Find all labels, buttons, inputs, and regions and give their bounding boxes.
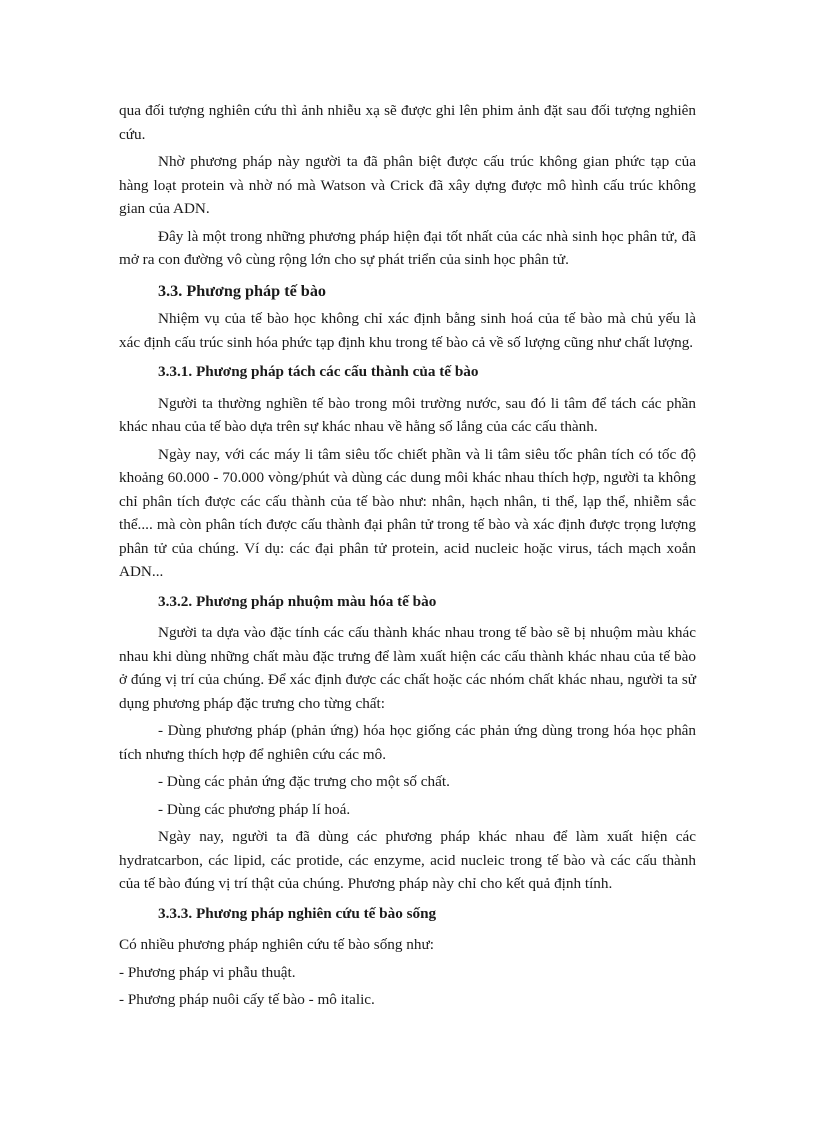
paragraph: Có nhiều phương pháp nghiên cứu tế bào sống như: <box>119 936 434 953</box>
subsection-heading-3-3-1: 3.3.1. Phương pháp tách các cấu thành của tế bào <box>158 363 479 380</box>
subsection-heading-3-3-2: 3.3.2. Phương pháp nhuộm màu hóa tế bào <box>158 592 437 610</box>
paragraph: Nhờ phương pháp này người ta đã phân biệt được cấu trúc không gian phức tạp của hàng loạt protein và nhờ nó mà Watson và Crick đã xây dựng được mô hình cấu trúc không gian của ADN. <box>119 153 696 217</box>
list-item: - Dùng các phương pháp lí hoá. <box>158 800 351 818</box>
paragraph: Nhiệm vụ của tế bào học không chỉ xác định bằng sinh hoá của tế bào mà chủ yếu là xác định cấu trúc sinh hóa phức tạp định khu trong tế bào cả về số lượng cũng như chất lượng. <box>119 310 696 351</box>
paragraph: Đây là một trong những phương pháp hiện đại tốt nhất của các nhà sinh học phân tử, đã mở ra con đường vô cùng rộng lớn cho sự phát triển của sinh học phân tử. <box>119 227 696 268</box>
paragraph: Người ta thường nghiền tế bào trong môi trường nước, sau đó li tâm để tách các phần khác nhau của tế bào dựa trên sự khác nhau về hằng số lắng của các cấu thành. <box>119 394 696 435</box>
list-item: - Dùng các phản ứng đặc trưng cho một số chất. <box>158 773 450 790</box>
section-heading-3-3: 3.3. Phương pháp tế bào <box>158 281 327 300</box>
list-item: - Dùng phương pháp (phản ứng) hóa học giống các phản ứng dùng trong hóa học phân tích nhưng thích hợp để nghiên cứu các mô. <box>119 722 696 763</box>
list-item: - Phương pháp vi phẫu thuật. <box>119 963 296 981</box>
paragraph: qua đối tượng nghiên cứu thì ảnh nhiễu xạ sẽ được ghi lên phim ảnh đặt sau đối tượng nghiên cứu. <box>119 102 696 143</box>
paragraph: Người ta dựa vào đặc tính các cấu thành khác nhau trong tế bào sẽ bị nhuộm màu khác nhau khi dùng những chất màu đặc trưng để làm xuất hiện các cấu thành khác nhau của tế bào ở đúng vị trí của chúng. Để xác định được các chất hoặc các nhóm chất khác nhau, người ta sử dụng phương pháp đặc trưng cho từng chất: <box>119 624 696 712</box>
paragraph: Ngày nay, người ta đã dùng các phương pháp khác nhau để làm xuất hiện các hydratcarbon, các lipid, các protide, các enzyme, acid nucleic trong tế bào và các cấu thành của tế bào đúng vị trí thật của chúng. Phương pháp này chỉ cho kết quả định tính. <box>119 828 696 892</box>
list-item: - Phương pháp nuôi cấy tế bào - mô italic. <box>119 991 375 1008</box>
paragraph: Ngày nay, với các máy li tâm siêu tốc chiết phần và li tâm siêu tốc phân tích có tốc độ khoảng 60.000 - 70.000 vòng/phút và dùng các dung môi khác nhau thích hợp, người ta không chỉ phân tích được các cấu thành của tế bào như: nhân, hạch nhân, ti thể, lạp thể, nhiễm sắc thể.... mà còn phân tích được cấu thành đại phân tử trong tế bào và xác định được trọng lượng phân tử của chúng. Ví dụ: các đại phân tử protein, acid nucleic hoặc virus, tách mạch xoắn ADN... <box>119 445 696 580</box>
subsection-heading-3-3-3: 3.3.3. Phương pháp nghiên cứu tế bào sống <box>158 904 437 922</box>
